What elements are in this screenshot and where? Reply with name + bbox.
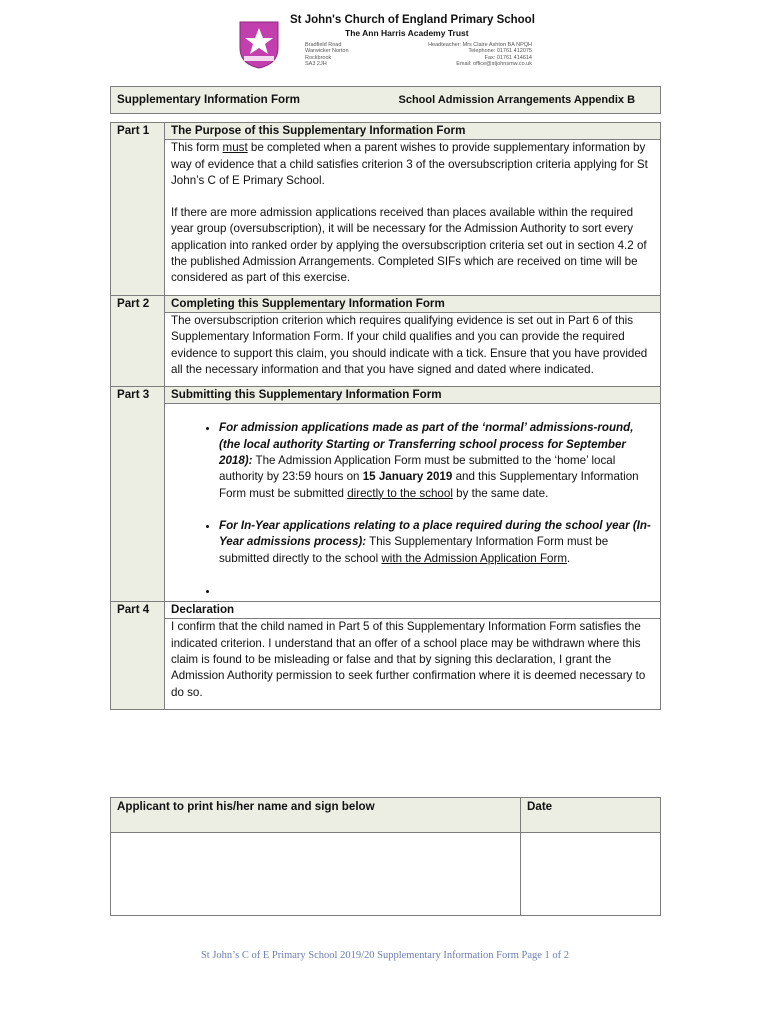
list-item: • For admission applications made as part of the ‘normal’ admissions-round, (the local authority Starting or Transferring school process for September 2018): The Admission Application Form must be submitted to the ‘home’ local authority by 23:59 hours on 15 January 2019 and this Supplementary Information Form must be submitted directly to the school by the same date. [219, 420, 654, 501]
school-address: Bradfield Road Warwicker Norton Rockbrook SA3 2JH [305, 42, 349, 68]
part-3-label: Part 3 [111, 387, 165, 602]
list-item [219, 583, 654, 599]
applicant-signature-field[interactable] [111, 833, 521, 916]
form-title: Supplementary Information Form [117, 92, 300, 106]
part-2-label: Part 2 [111, 295, 165, 386]
school-contact: Headteacher: Mrs Claire Ashton BA NPQH Telephone: 01761 412075 Fax: 01761 414614 Email: office@stjohnsmw.co.uk [428, 42, 532, 68]
letterhead [0, 0, 770, 85]
page-footer: St John’s C of E Primary School 2019/20 Supplementary Information Form Page 1 of 2 [200, 950, 570, 961]
date-field[interactable] [521, 833, 661, 916]
part-4-label: Part 4 [111, 602, 165, 710]
list-item: • For In-Year applications relating to a place required during the school year (In-Year admissions process): This Supplementary Information Form must be submitted directly to the school with the Admission Application Form. [219, 518, 654, 567]
part-2-heading: Completing this Supplementary Information Form [165, 295, 661, 312]
date-label: Date [521, 798, 661, 833]
part-3-heading: Submitting this Supplementary Information Form [165, 387, 661, 404]
part-4-body: I confirm that the child named in Part 5 of this Supplementary Information Form satisfies the indicated criterion. I understand that an offer of a school place may be withdrawn where this claim is found to be misleading or false and that by signing this declaration, I grant the Admission Authority permission to seek further confirmation where it is deemed necessary to do so. [165, 619, 661, 709]
part-1-label: Part 1 [111, 123, 165, 296]
school-crest-logo [230, 18, 288, 70]
part-1-body: This form must be completed when a parent wishes to provide supplementary information by way of evidence that a child satisfies criterion 3 of the oversubscription criteria applying for St John’s C of E Primary School. If there are more admission applications received than places available within the required year group (oversubscription), it will be necessary for the Admission Authority to sort every application into ranked order by applying the oversubscription criteria set out in section 4.2 of the published Admission Arrangements. Completed SIFs which are received on time will be considered as part of this exercise. [165, 140, 661, 295]
form-title-row [111, 87, 661, 114]
trust-name: The Ann Harris Academy Trust [345, 28, 469, 38]
part-1-heading: The Purpose of this Supplementary Information Form [165, 123, 661, 140]
school-name: St John's Church of England Primary School [290, 14, 535, 26]
part-2-body: The oversubscription criterion which requires qualifying evidence is set out in Part 6 of this Supplementary Information Form. If your child qualifies and you can provide the required evidence to support this claim, you should indicate with a tick. Ensure that you have provided all the necessary information and that you have signed and dated where indicated. [165, 312, 661, 386]
part-3-body [165, 404, 661, 602]
applicant-name-label: Applicant to print his/her name and sign below [111, 798, 521, 833]
appendix-label: School Admission Arrangements Appendix B [398, 93, 636, 106]
signature-table [110, 797, 661, 916]
part-4-heading: Declaration [165, 602, 661, 619]
form-table [110, 86, 661, 710]
